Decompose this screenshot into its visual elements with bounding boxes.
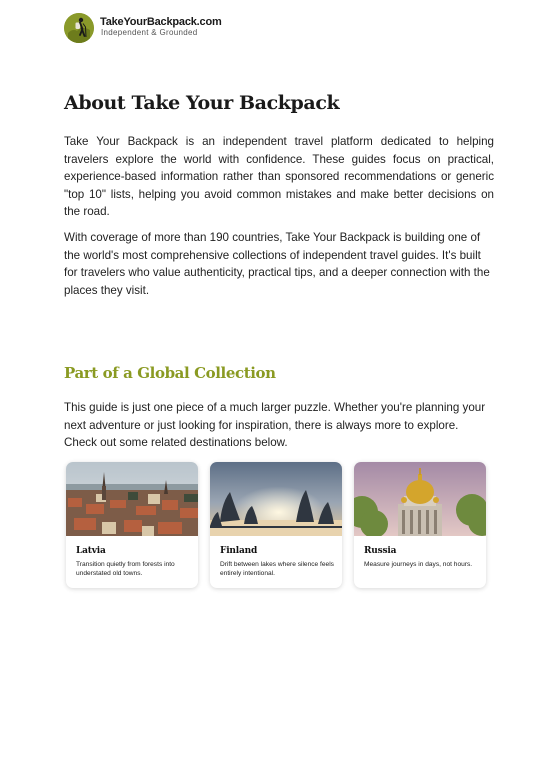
about-paragraph-1: Take Your Backpack is an independent travel platform dedicated to helping travelers explore the world with confidence. These guides focus on practical, experience-based information rather than sponsored recommendations or generic "top 10" lists, helping you avoid common mistakes and make better decisions on the road.	[64, 135, 494, 218]
latvia-photo	[66, 462, 198, 536]
about-title: About Take Your Backpack	[64, 92, 340, 114]
destination-card-finland[interactable]	[210, 462, 342, 588]
card-title[interactable]: Latvia	[76, 546, 106, 556]
collection-title: Part of a Global Collection	[64, 364, 276, 382]
russia-photo	[354, 462, 486, 536]
destination-card-russia[interactable]	[354, 462, 486, 588]
brand-name[interactable]: TakeYourBackpack.com	[100, 16, 222, 28]
collection-intro: This guide is just one piece of a much larger puzzle. Whether you're planning your next adventure or just looking for inspiration, there is always more to explore. Check out some related destinations below.	[64, 401, 486, 449]
finland-photo	[210, 462, 342, 536]
about-paragraph-2: With coverage of more than 190 countries, Take Your Backpack is building one of the world's most comprehensive collections of independent travel guides. It's built for travelers who value authenticity, practical tips, and a deeper connection with the places they visit.	[64, 231, 490, 297]
card-title[interactable]: Finland	[220, 546, 258, 556]
card-description: Measure journeys in days, not hours.	[364, 561, 473, 568]
card-description: Transition quietly from forests into understated old towns.	[76, 561, 175, 577]
card-description: Drift between lakes where silence feels entirely intentional.	[220, 561, 334, 577]
brand-tagline: Independent & Grounded	[101, 28, 198, 37]
destination-card-latvia[interactable]	[66, 462, 198, 588]
hiker-icon	[64, 13, 94, 43]
card-title[interactable]: Russia	[364, 546, 397, 556]
